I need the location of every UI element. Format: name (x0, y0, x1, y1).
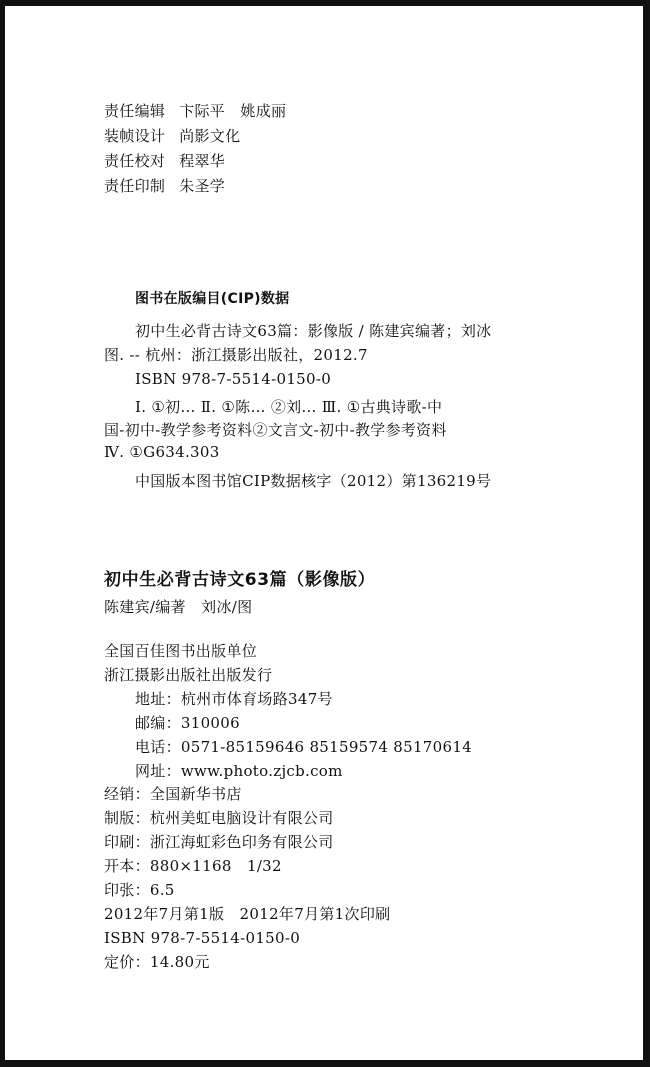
imprint-price: 定价：14.80元 (104, 953, 210, 971)
imprint-platemaking: 制版：杭州美虹电脑设计有限公司 (104, 809, 334, 827)
publisher-line: 全国百佳图书出版单位 (104, 642, 258, 660)
publisher-website: 网址：www.photo.zjcb.com (135, 762, 343, 780)
imprint-sheets: 印张：6.5 (104, 881, 175, 899)
cip-entry-line: 初中生必背古诗文63篇：影像版 / 陈建宾编著；刘冰 (135, 322, 492, 340)
imprint-isbn: ISBN 978-7-5514-0150-0 (104, 929, 301, 947)
imprint-edition: 2012年7月第1版 2012年7月第1次印刷 (104, 905, 391, 923)
cip-class-line: 国-初中-教学参考资料②文言文-初中-教学参考资料 (104, 421, 447, 439)
credit-role: 责任印制 (104, 177, 166, 195)
publisher-phone: 电话：0571-85159646 85159574 85170614 (135, 738, 473, 756)
credit-role: 责任编辑 (104, 102, 166, 120)
credit-design (104, 127, 240, 145)
publisher-address: 地址：杭州市体育场路347号 (135, 690, 333, 708)
cip-heading: 图书在版编目(CIP)数据 (135, 291, 290, 307)
cip-class-line: Ⅰ. ①初… Ⅱ. ①陈… ②刘… Ⅲ. ①古典诗歌-中 (135, 398, 443, 416)
cip-entry-line: 图. -- 杭州：浙江摄影出版社，2012.7 (104, 346, 368, 364)
cip-check-number: 中国版本图书馆CIP数据核字（2012）第136219号 (135, 472, 492, 490)
credit-printing (104, 177, 225, 195)
credit-names: 朱圣学 (179, 177, 226, 195)
imprint-format: 开本：880×1168 1/32 (104, 857, 282, 875)
credit-proofread (104, 152, 225, 170)
imprint-distributor: 经销：全国新华书店 (104, 785, 242, 803)
publisher-line: 浙江摄影出版社出版发行 (104, 666, 273, 684)
credit-names: 程翠华 (179, 152, 226, 170)
book-title: 初中生必背古诗文63篇（影像版） (104, 570, 376, 590)
book-authors: 陈建宾/编著 刘冰/图 (104, 598, 253, 616)
credit-role: 责任校对 (104, 152, 166, 170)
credit-role: 装帧设计 (104, 127, 166, 145)
publisher-postcode: 邮编：310006 (135, 714, 240, 732)
credit-names: 尚影文化 (179, 127, 241, 145)
cip-class-line: Ⅳ. ①G634.303 (104, 443, 220, 461)
credit-editor (104, 102, 286, 120)
imprint-printer: 印刷：浙江海虹彩色印务有限公司 (104, 833, 334, 851)
cip-isbn: ISBN 978-7-5514-0150-0 (135, 370, 332, 388)
credit-names: 卞际平 姚成丽 (179, 102, 287, 120)
